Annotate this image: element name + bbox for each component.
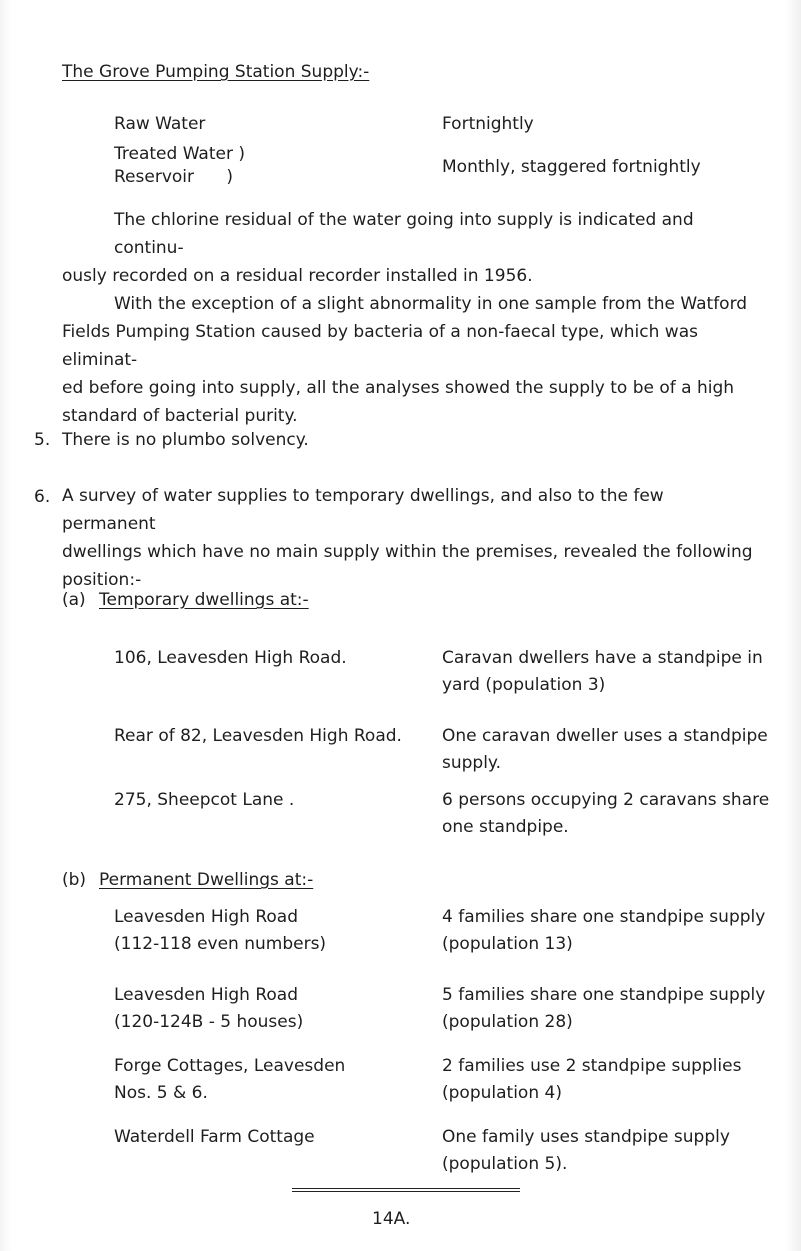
item-6-number: 6. [34,487,51,507]
paragraph-line: position:- [62,570,142,590]
treated-water-frequency: Monthly, staggered fortnightly [442,157,701,177]
place-line: (120-124B - 5 houses) [114,1012,304,1032]
permanent-place-4 [114,1124,315,1151]
paragraph-line: dwellings which have no main supply within the premises, revealed the following [62,542,753,562]
permanent-marker: (b) [62,870,87,890]
permanent-desc-2 [442,982,765,1036]
item-5-text: There is no plumbo solvency. [62,430,309,450]
place-line: Forge Cottages, Leavesden [114,1056,346,1076]
place-line: Waterdell Farm Cottage [114,1127,315,1147]
permanent-desc-4 [442,1124,730,1178]
raw-water-label: Raw Water [114,114,206,134]
chlorine-paragraph [62,206,762,290]
permanent-desc-3 [442,1053,741,1107]
place-line: Leavesden High Road [114,907,298,927]
permanent-desc-1 [442,904,765,958]
temporary-marker: (a) [62,590,86,610]
permanent-place-3 [114,1053,345,1107]
desc-line: 4 families share one standpipe supply [442,907,766,927]
desc-line: 5 families share one standpipe supply [442,985,766,1005]
reservoir-label: Reservoir ) [114,167,234,187]
desc-line: (population 4) [442,1083,562,1103]
desc-line: 6 persons occupying 2 caravans share [442,790,770,810]
paragraph-line: ed before going into supply, all the analyses showed the supply to be of a high [62,378,735,398]
desc-line: Caravan dwellers have a standpipe in [442,648,763,668]
temporary-place-3 [114,787,294,814]
desc-line: (population 5). [442,1154,568,1174]
permanent-place-1 [114,904,326,958]
temporary-heading: Temporary dwellings at:- [99,590,309,610]
place-line: Nos. 5 & 6. [114,1083,208,1103]
closing-rule [292,1191,520,1192]
paragraph-line: ously recorded on a residual recorder installed in 1956. [62,266,533,286]
permanent-heading: Permanent Dwellings at:- [99,870,314,890]
desc-line: (population 13) [442,934,573,954]
page-number: 14A. [372,1209,411,1229]
paragraph-line: With the exception of a slight abnormality in one sample from the Watford [114,294,748,314]
temporary-desc-1 [442,645,763,699]
temporary-desc-3 [442,787,769,841]
treated-water-label: Treated Water ) [114,144,245,164]
desc-line: one standpipe. [442,817,569,837]
temporary-desc-2 [442,723,768,777]
section-heading: The Grove Pumping Station Supply:- [62,62,370,82]
raw-water-frequency: Fortnightly [442,114,534,134]
paragraph-line: Fields Pumping Station caused by bacteria of a non-faecal type, which was eliminat- [62,322,698,370]
paragraph-line: A survey of water supplies to temporary dwellings, and also to the few permanent [62,486,664,534]
paragraph-line: standard of bacterial purity. [62,406,298,426]
desc-line: 2 families use 2 standpipe supplies [442,1056,742,1076]
temporary-place-1 [114,645,347,672]
place-line: 275, Sheepcot Lane . [114,790,295,810]
closing-rule [292,1188,520,1189]
item-5-number: 5. [34,430,51,450]
paragraph-line: The chlorine residual of the water going into supply is indicated and continu- [114,210,694,258]
desc-line: yard (population 3) [442,675,606,695]
place-line: (112-118 even numbers) [114,934,327,954]
place-line: Leavesden High Road [114,985,298,1005]
desc-line: One caravan dweller uses a standpipe [442,726,768,746]
place-line: 106, Leavesden High Road. [114,648,347,668]
desc-line: One family uses standpipe supply [442,1127,730,1147]
permanent-place-2 [114,982,303,1036]
exception-paragraph [62,290,762,430]
temporary-place-2 [114,723,402,750]
place-line: Rear of 82, Leavesden High Road. [114,726,402,746]
desc-line: supply. [442,753,501,773]
item-6-paragraph [62,482,762,594]
desc-line: (population 28) [442,1012,573,1032]
